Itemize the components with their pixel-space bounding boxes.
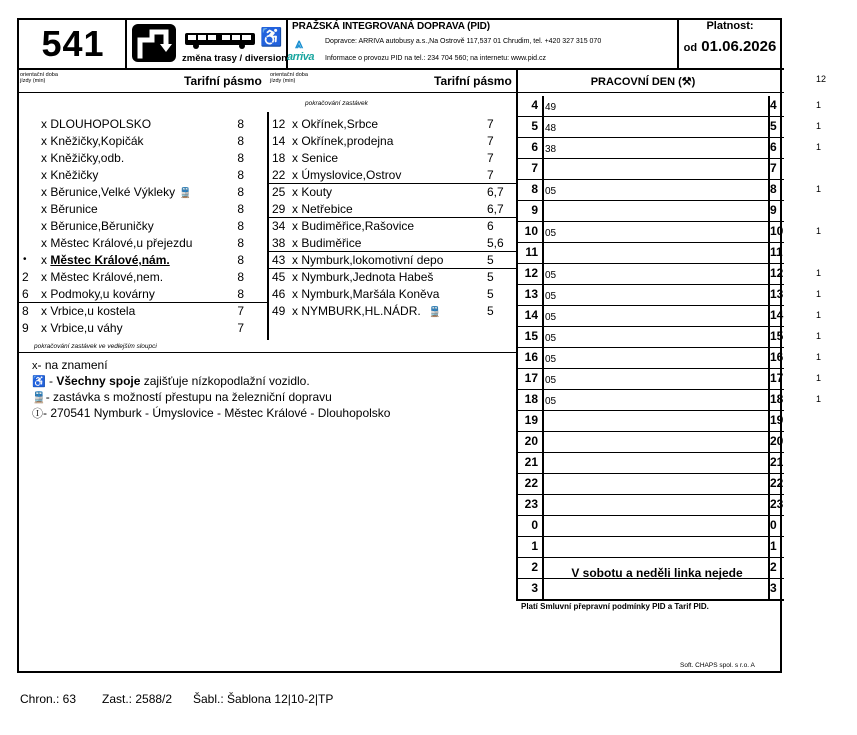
grid-vline bbox=[542, 96, 544, 600]
legend-text: - 270541 Nymburk - Úmyslovice - Městec Králové - Dlouhopolsko bbox=[43, 406, 391, 420]
stop-label: NYMBURK,HL.NÁDR. bbox=[301, 304, 421, 318]
grid-bottom bbox=[516, 599, 784, 601]
stop-name bbox=[292, 270, 433, 284]
day-label: PRACOVNÍ DEN (⚒) bbox=[590, 76, 696, 88]
stop-zone: 5 bbox=[487, 270, 494, 284]
side-mark: 1 bbox=[816, 184, 822, 194]
legend-text: - zastávka s možností přestupu na železniční dopravu bbox=[45, 390, 332, 404]
stop-zone: 7 bbox=[487, 117, 494, 131]
stop-name bbox=[292, 168, 401, 182]
grid-vline bbox=[768, 96, 770, 600]
minutes: 05 bbox=[545, 312, 557, 323]
time-label: orientační doba jízdy (min) bbox=[20, 72, 58, 84]
request-mark: x bbox=[41, 236, 47, 250]
legend-symbol: Ⓘ bbox=[32, 408, 43, 420]
stop-zone: 7 bbox=[237, 321, 244, 335]
legend-divider bbox=[17, 352, 517, 353]
hour-left: 11 bbox=[525, 245, 538, 259]
stop-label: Nymburk,lokomotivní depo bbox=[301, 253, 444, 267]
hour-left: 1 bbox=[531, 539, 538, 553]
grid-row-line bbox=[518, 494, 784, 495]
minutes: 05 bbox=[545, 228, 557, 239]
stop-time: 18 bbox=[272, 151, 286, 165]
request-mark: x bbox=[292, 270, 298, 284]
stop-label: DLOUHOPOLSKO bbox=[50, 117, 152, 131]
grid-row-line bbox=[518, 158, 784, 159]
stop-name bbox=[292, 304, 441, 320]
stop-zone: 7 bbox=[487, 168, 494, 182]
request-mark: x bbox=[41, 253, 47, 267]
stop-zone: 5 bbox=[487, 304, 494, 318]
request-mark: x bbox=[292, 202, 298, 216]
hour-left: 10 bbox=[524, 224, 538, 238]
footer-zast: Zast.: 2588/2 bbox=[102, 692, 173, 706]
side-mark: 1 bbox=[816, 121, 822, 131]
header-divider bbox=[17, 68, 784, 70]
legend-symbol: ♿ bbox=[32, 376, 46, 388]
legend-item bbox=[32, 358, 108, 374]
validity-label: Platnost: bbox=[706, 20, 754, 32]
request-mark: x bbox=[41, 321, 47, 335]
row-divider bbox=[17, 302, 267, 303]
hour-right: 8 bbox=[770, 182, 777, 196]
grid-row-line bbox=[518, 452, 784, 453]
legend-text: - na znamení bbox=[37, 358, 108, 372]
stop-name bbox=[41, 219, 154, 233]
side-mark: 1 bbox=[816, 373, 822, 383]
legend-symbol: 🚆 bbox=[32, 392, 46, 404]
stop-time: 29 bbox=[272, 202, 286, 216]
footer-sabl: Šabl.: Šablona 12|10-2|TP bbox=[193, 692, 334, 706]
request-mark: x bbox=[41, 168, 47, 182]
request-mark: x bbox=[292, 219, 298, 233]
stop-zone: 7 bbox=[487, 134, 494, 148]
stop-label: Vrbice,u kostela bbox=[50, 304, 136, 318]
operator-info: Dopravce: ARRIVA autobusy a.s.,Na Ostrově 117,537 01 Chrudim, tel. +420 327 315 070 bbox=[325, 38, 602, 45]
train-icon: 🚆 bbox=[179, 188, 192, 199]
hour-right: 19 bbox=[770, 413, 784, 427]
stop-name bbox=[41, 253, 170, 267]
stop-time: 25 bbox=[272, 185, 286, 199]
hour-right: 0 bbox=[770, 518, 777, 532]
stop-name bbox=[292, 117, 378, 131]
hour-right: 18 bbox=[770, 392, 784, 406]
stop-name bbox=[292, 134, 393, 148]
hour-left: 8 bbox=[531, 182, 538, 196]
request-mark: x bbox=[41, 219, 47, 233]
stop-name bbox=[292, 253, 443, 267]
minutes: 05 bbox=[545, 354, 557, 365]
minutes: 49 bbox=[545, 102, 557, 113]
side-mark: 1 bbox=[816, 226, 822, 236]
side-mark: 1 bbox=[816, 100, 822, 110]
bus-icon bbox=[184, 30, 256, 50]
stop-zone: 6,7 bbox=[487, 185, 504, 199]
stop-time: 45 bbox=[272, 270, 286, 284]
hour-left: 9 bbox=[531, 203, 538, 217]
grid-row-line bbox=[518, 389, 784, 390]
zone-divider bbox=[269, 251, 516, 252]
hour-left: 22 bbox=[524, 476, 538, 490]
hour-right: 3 bbox=[770, 581, 777, 595]
stop-zone: 8 bbox=[237, 202, 244, 216]
hour-right: 2 bbox=[770, 560, 777, 574]
stop-label: Budiměřice bbox=[301, 236, 362, 250]
legend-text: zajišťuje nízkopodlažní vozidlo. bbox=[140, 374, 310, 388]
grid-row-line bbox=[518, 242, 784, 243]
stop-zone: 5 bbox=[487, 287, 494, 301]
stop-label: Kněžičky,Kopičák bbox=[50, 134, 144, 148]
hour-right: 1 bbox=[770, 539, 777, 553]
legend-item: ♿ - Všechny spoje zajišťuje nízkopodlažní vozidlo. bbox=[32, 374, 310, 388]
grid-row-line bbox=[518, 179, 784, 180]
stop-name bbox=[41, 287, 155, 301]
stop-name bbox=[41, 202, 98, 216]
stop-label: Senice bbox=[301, 151, 339, 165]
stop-zone: 5,6 bbox=[487, 236, 504, 250]
grid-row-line bbox=[518, 473, 784, 474]
hour-left: 7 bbox=[531, 161, 538, 175]
stop-time: 8 bbox=[22, 304, 29, 318]
stop-zone: 6 bbox=[487, 219, 494, 233]
side-mark: 1 bbox=[816, 394, 822, 404]
stop-name bbox=[292, 287, 439, 301]
side-mark: 1 bbox=[816, 268, 822, 278]
hour-right: 17 bbox=[770, 371, 784, 385]
minutes: 05 bbox=[545, 186, 557, 197]
stop-name bbox=[292, 236, 361, 250]
hour-left: 19 bbox=[524, 413, 538, 427]
stop-zone: 7 bbox=[237, 304, 244, 318]
hour-right: 16 bbox=[770, 350, 784, 364]
stop-name bbox=[41, 117, 151, 131]
minutes: 38 bbox=[545, 144, 557, 155]
zone-label: Tarifní pásmo bbox=[434, 74, 512, 88]
request-mark: x bbox=[292, 117, 298, 131]
stop-name bbox=[292, 151, 338, 165]
grid-row-line bbox=[518, 557, 784, 558]
request-mark: x bbox=[41, 270, 47, 284]
train-icon: 🚆 bbox=[428, 307, 442, 318]
line-number: 541 bbox=[41, 23, 105, 64]
stop-zone: 8 bbox=[237, 270, 244, 284]
grid-row-line bbox=[518, 284, 784, 285]
hour-left: 15 bbox=[524, 329, 538, 343]
stop-name bbox=[41, 185, 192, 201]
request-mark: x bbox=[292, 287, 298, 301]
pid-logo-icon: ⩓ bbox=[295, 35, 303, 51]
request-mark: x bbox=[41, 134, 47, 148]
stop-zone: 8 bbox=[237, 117, 244, 131]
stop-label: Městec Králové,u přejezdu bbox=[50, 236, 193, 250]
hour-right: 13 bbox=[770, 287, 784, 301]
continuation-note: pokračování zastávek ve vedlejším sloupci bbox=[34, 343, 157, 350]
request-mark: x bbox=[292, 185, 298, 199]
grid-row-line bbox=[518, 137, 784, 138]
hour-right: 14 bbox=[770, 308, 784, 322]
minutes: 05 bbox=[545, 291, 557, 302]
hour-right: 23 bbox=[770, 497, 784, 511]
validity-date: od 01.06.2026 bbox=[683, 38, 777, 55]
stop-zone: 7 bbox=[487, 151, 494, 165]
hour-left: 14 bbox=[524, 308, 538, 322]
hour-right: 12 bbox=[770, 266, 784, 280]
hour-right: 11 bbox=[770, 245, 783, 259]
stop-zone: 8 bbox=[237, 168, 244, 182]
legend-item bbox=[32, 390, 332, 406]
request-mark: x bbox=[292, 168, 298, 182]
stop-zone: 8 bbox=[237, 253, 244, 267]
stop-name bbox=[41, 321, 123, 335]
bullet-icon: • bbox=[23, 254, 27, 265]
stop-time: 46 bbox=[272, 287, 286, 301]
hour-left: 0 bbox=[531, 518, 538, 532]
side-mark: 1 bbox=[816, 142, 822, 152]
side-top: 12 bbox=[816, 74, 827, 84]
grid-row-line bbox=[518, 536, 784, 537]
stop-zone: 8 bbox=[237, 151, 244, 165]
hour-left: 12 bbox=[524, 266, 538, 280]
hour-left: 20 bbox=[524, 434, 538, 448]
hour-left: 5 bbox=[531, 119, 538, 133]
grid-row-line bbox=[518, 200, 784, 201]
stop-label: Nymburk,Jednota Habeš bbox=[301, 270, 434, 284]
grid-row-line bbox=[518, 263, 784, 264]
hour-right: 22 bbox=[770, 476, 784, 490]
stop-zone: 8 bbox=[237, 287, 244, 301]
stop-name bbox=[41, 270, 163, 284]
side-mark: 1 bbox=[816, 352, 822, 362]
stop-zone: 6,7 bbox=[487, 202, 504, 216]
stop-name bbox=[41, 236, 192, 250]
grid-row-line bbox=[518, 410, 784, 411]
zone-label: Tarifní pásmo bbox=[184, 74, 262, 88]
stop-label: Okřínek,prodejna bbox=[301, 134, 394, 148]
continuation-note: pokračování zastávek bbox=[305, 100, 368, 107]
hour-right: 15 bbox=[770, 329, 784, 343]
hour-right: 21 bbox=[770, 455, 784, 469]
hour-left: 17 bbox=[524, 371, 538, 385]
stop-time: 38 bbox=[272, 236, 286, 250]
hour-left: 4 bbox=[531, 98, 538, 112]
hour-left: 21 bbox=[524, 455, 538, 469]
request-mark: x bbox=[41, 185, 47, 199]
minutes: 05 bbox=[545, 333, 557, 344]
stop-label: Úmyslovice,Ostrov bbox=[301, 168, 402, 182]
arriva-logo: arriva bbox=[287, 51, 314, 63]
footer-chron: Chron.: 63 bbox=[20, 692, 77, 706]
stop-name bbox=[292, 185, 332, 199]
hour-right: 5 bbox=[770, 119, 777, 133]
stop-label: Městec Králové,nem. bbox=[50, 270, 164, 284]
stop-time: 6 bbox=[22, 287, 29, 301]
stop-name bbox=[41, 304, 135, 318]
column-sep bbox=[267, 112, 269, 340]
legend-strong: Všechny spoje bbox=[56, 374, 141, 388]
grid-row-line bbox=[518, 431, 784, 432]
grid-row-line bbox=[518, 347, 784, 348]
pid-title: PRAŽSKÁ INTEGROVANÁ DOPRAVA (PID) bbox=[292, 21, 490, 32]
grid-row-line bbox=[518, 326, 784, 327]
hour-left: 16 bbox=[524, 350, 538, 364]
zone-divider bbox=[269, 183, 516, 184]
stop-zone: 5 bbox=[487, 253, 494, 267]
hour-right: 10 bbox=[770, 224, 784, 238]
stop-time: 14 bbox=[272, 134, 286, 148]
hour-left: 18 bbox=[524, 392, 538, 406]
stop-time: 49 bbox=[272, 304, 286, 318]
stop-label: Běrunice bbox=[50, 202, 98, 216]
zone-divider bbox=[269, 268, 516, 269]
subheader-divider bbox=[17, 92, 784, 93]
stop-label: Nymburk,Maršála Koněva bbox=[301, 287, 440, 301]
diversion-icon bbox=[132, 24, 176, 62]
diversion-label: změna trasy / diversion bbox=[182, 53, 288, 64]
minutes: 05 bbox=[545, 396, 557, 407]
stop-time: 9 bbox=[22, 321, 29, 335]
side-mark: 1 bbox=[816, 331, 822, 341]
stop-name bbox=[292, 219, 414, 233]
request-mark: x bbox=[41, 202, 47, 216]
hour-left: 3 bbox=[531, 581, 538, 595]
side-mark: 1 bbox=[816, 289, 822, 299]
wheelchair-icon: ♿ bbox=[260, 27, 283, 47]
zone-divider bbox=[269, 217, 516, 218]
minutes: 48 bbox=[545, 123, 557, 134]
hour-right: 6 bbox=[770, 140, 777, 154]
stop-label: Netřebice bbox=[301, 202, 353, 216]
request-mark: x bbox=[292, 304, 298, 318]
stop-name bbox=[41, 134, 144, 148]
legend-item bbox=[32, 406, 390, 422]
minutes: 05 bbox=[545, 270, 557, 281]
hour-right: 7 bbox=[770, 161, 777, 175]
grid-row-line bbox=[518, 221, 784, 222]
stop-label: Kněžičky bbox=[50, 168, 99, 182]
grid-row-line bbox=[518, 116, 784, 117]
stop-label: Běrunice,Velké Výkleky bbox=[50, 185, 176, 199]
stop-label: Městec Králové,nám. bbox=[50, 253, 170, 267]
request-mark: x bbox=[292, 236, 298, 250]
hour-right: 9 bbox=[770, 203, 777, 217]
hour-left: 2 bbox=[531, 560, 538, 574]
contact-info: Informace o provozu PID na tel.: 234 704 560; na internetu: www.pid.cz bbox=[325, 55, 547, 62]
hour-left: 23 bbox=[524, 497, 538, 511]
request-mark: x bbox=[41, 304, 47, 318]
hour-right: 4 bbox=[770, 98, 777, 112]
stop-zone: 8 bbox=[237, 134, 244, 148]
weekend-note: V sobotu a neděli linka nejede bbox=[571, 566, 743, 580]
stop-label: Okřínek,Srbce bbox=[301, 117, 379, 131]
stop-name bbox=[41, 151, 124, 165]
request-mark: x bbox=[292, 253, 298, 267]
hour-right: 20 bbox=[770, 434, 784, 448]
stop-time: 43 bbox=[272, 253, 286, 267]
stop-label: Podmoky,u kovárny bbox=[50, 287, 155, 301]
stop-label: Vrbice,u váhy bbox=[50, 321, 123, 335]
software-credit: Soft. CHAPS spol. s r.o. A bbox=[680, 662, 755, 669]
grid-row-line bbox=[518, 515, 784, 516]
stop-zone: 8 bbox=[237, 185, 244, 199]
grid-row-line bbox=[518, 368, 784, 369]
request-mark: x bbox=[292, 151, 298, 165]
stop-label: Budiměřice,Rašovice bbox=[301, 219, 415, 233]
hour-left: 13 bbox=[524, 287, 538, 301]
hour-left: 6 bbox=[531, 140, 538, 154]
stop-time: 22 bbox=[272, 168, 286, 182]
request-mark: x bbox=[292, 134, 298, 148]
stop-name bbox=[292, 202, 353, 216]
stop-name bbox=[41, 168, 98, 182]
stop-time: 34 bbox=[272, 219, 286, 233]
stop-label: Běrunice,Běruničky bbox=[50, 219, 154, 233]
stop-zone: 8 bbox=[237, 219, 244, 233]
stop-zone: 8 bbox=[237, 236, 244, 250]
request-mark: x bbox=[41, 151, 47, 165]
conditions-note: Platí Smluvní přepravní podmínky PID a Tarif PID. bbox=[521, 602, 709, 611]
stop-label: Kouty bbox=[301, 185, 333, 199]
legend-symbol: x bbox=[32, 360, 38, 372]
side-mark: 1 bbox=[816, 310, 822, 320]
minutes: 05 bbox=[545, 375, 557, 386]
stop-label: Kněžičky,odb. bbox=[50, 151, 125, 165]
request-mark: x bbox=[41, 117, 47, 131]
diversion-box bbox=[126, 20, 286, 68]
grid-row-line bbox=[518, 305, 784, 306]
time-label: orientační doba jízdy (min) bbox=[270, 72, 308, 84]
request-mark: x bbox=[41, 287, 47, 301]
stop-time: 2 bbox=[22, 270, 29, 284]
stop-time: 12 bbox=[272, 117, 286, 131]
